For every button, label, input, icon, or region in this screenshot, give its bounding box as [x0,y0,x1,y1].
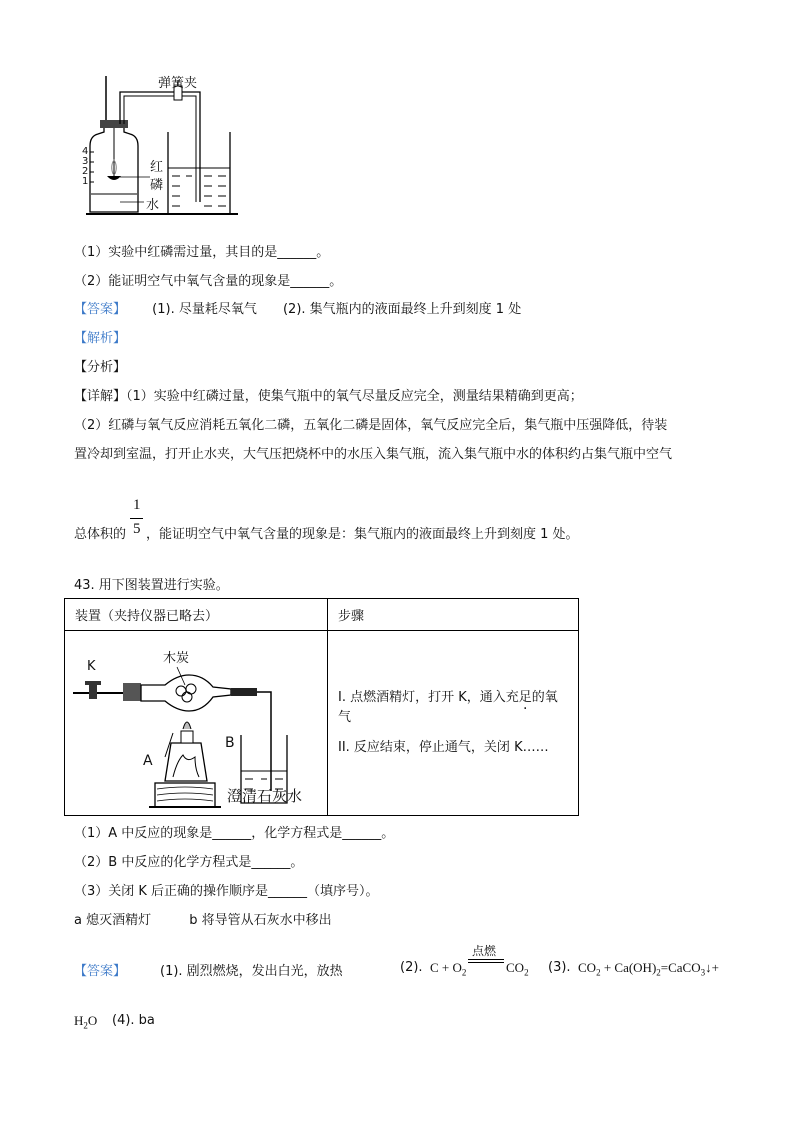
eq3-h: H [74,1013,84,1028]
answer-1: (1). 尽量耗尽氧气 [152,302,257,317]
fenxi-tag: 【分析】 [74,360,127,375]
q43-question-1: （1）A 中反应的现象是______，化学方程式是______。 [74,826,395,841]
q43-table [64,598,579,816]
lamp-a-label: A [143,753,153,769]
eq3-h-sub: 2 [83,1020,88,1031]
eq2-co2-sub: 2 [524,967,529,978]
eq3-sub3: 3 [700,967,706,978]
phosphorus-label-1: 红 [150,160,164,175]
detail-1: （1）实验中红磷过量，使集气瓶中的氧气尽量反应完全，测量结果精确到更高； [126,389,583,404]
scale-mark-3: 3 [82,156,89,167]
fraction-numerator: 1 [133,497,141,513]
eq2-product: CO [506,960,525,975]
header-left-text: 装置（夹持仪器已略去） [75,609,219,624]
table-steps-cell [328,631,579,816]
option-a: a 熄灭酒精灯 [74,913,152,928]
q43-options [74,909,332,928]
option-b: b 将导管从石灰水中移出 [189,913,332,928]
table-figure-cell [65,631,328,816]
fraction-denominator: 5 [133,521,141,537]
analysis-tag: 【解析】 [74,331,127,346]
equation-arrow-2 [468,962,504,963]
eq2-reactants: C + O [430,960,462,975]
q43-answer-3-line2 [74,1013,97,1031]
detail-line-2: （2）红磷与氧气反应消耗五氧化二磷，五氧化二磷是固体，氧气反应完全后，集气瓶中压强降低，待装 [74,418,668,433]
step-1 [338,688,578,708]
fraction-bar [130,518,143,519]
q43-answer-2-right [506,960,529,978]
table-header-right [328,599,579,631]
eq3-co2: CO [578,960,597,975]
q43-question-2: （2）B 中反应的化学方程式是______。 [74,855,304,870]
answer-2: (2). 集气瓶内的液面最终上升到刻度 1 处 [282,302,522,317]
header-right-text: 步骤 [338,609,365,624]
q43-answer-4: (4). ba [112,1013,155,1028]
q43-answer-1: (1). 剧烈燃烧，发出白光，放热 [160,964,343,979]
q42-apparatus-figure [80,72,240,220]
water-label: 水 [146,198,160,213]
scale-mark-1: 1 [82,176,89,187]
eq3-caoh: + Ca(OH) [600,960,657,975]
step-1-line2: 气 [338,710,352,725]
phosphorus-label-2: 磷 [150,178,164,193]
detail-line-4-post: ，能证明空气中氧气含量的现象是：集气瓶内的液面最终上升到刻度 1 处。 [146,527,579,542]
detail-line-3: 置冷却到室温，打开止水夹，大气压把烧杯中的水压入集气瓶，流入集气瓶中水的体积约占集气瓶中空气 [74,447,673,462]
q42-apparatus-svg [80,72,240,220]
detail-line-4-pre: 总体积的 [74,527,127,542]
q43-answer-2-left [430,960,466,978]
beaker-b-label: B [225,735,235,751]
q43-answer-3-eq [578,960,719,978]
table-header-left [65,599,328,631]
detail-line-1 [74,385,583,404]
eq3-caco3: =CaCO [660,960,701,975]
step-1-emphasis: 充足的 [505,690,545,705]
step-1-post: 氧 [544,690,558,705]
q43-answer-3-label: (3). [548,960,571,975]
eq3-sub1: 2 [596,967,601,978]
charcoal-label: 木炭 [163,651,190,666]
q43-question-3: （3）关闭 K 后正确的操作顺序是______（填序号）。 [74,884,379,899]
eq2-o2-sub: 2 [461,967,467,978]
q42-answer-line [74,298,521,317]
detail-tag: 【详解】 [74,389,127,404]
valve-k-label: K [87,659,96,674]
eq3-tail: ↓+ [705,960,719,975]
scale-mark-4: 4 [82,146,89,157]
clamp-label: 弹簧夹 [158,76,198,91]
eq3-o: O [87,1013,98,1028]
equation-arrow [468,959,504,960]
q43-title: 43. 用下图装置进行实验。 [74,578,229,593]
q43-answer-2-condition: 点燃 [472,944,497,958]
q42-question-1: （1）实验中红磷需过量，其目的是______。 [74,245,330,260]
eq3-sub2: 2 [656,967,661,978]
q42-question-2: （2）能证明空气中氧气含量的现象是______。 [74,274,343,289]
q43-answer-2-label: (2). [400,960,423,975]
q43-answer-tag: 【答案】 [74,964,127,979]
scale-mark-2: 2 [82,166,89,177]
answer-tag: 【答案】 [74,302,127,317]
limewater-label: 澄清石灰水 [227,787,303,805]
step-1-pre: I. 点燃酒精灯，打开 K，通入 [338,690,506,705]
step-2: II. 反应结束，停止通气，关闭 K…… [338,740,549,755]
q43-apparatus-figure [65,631,317,815]
